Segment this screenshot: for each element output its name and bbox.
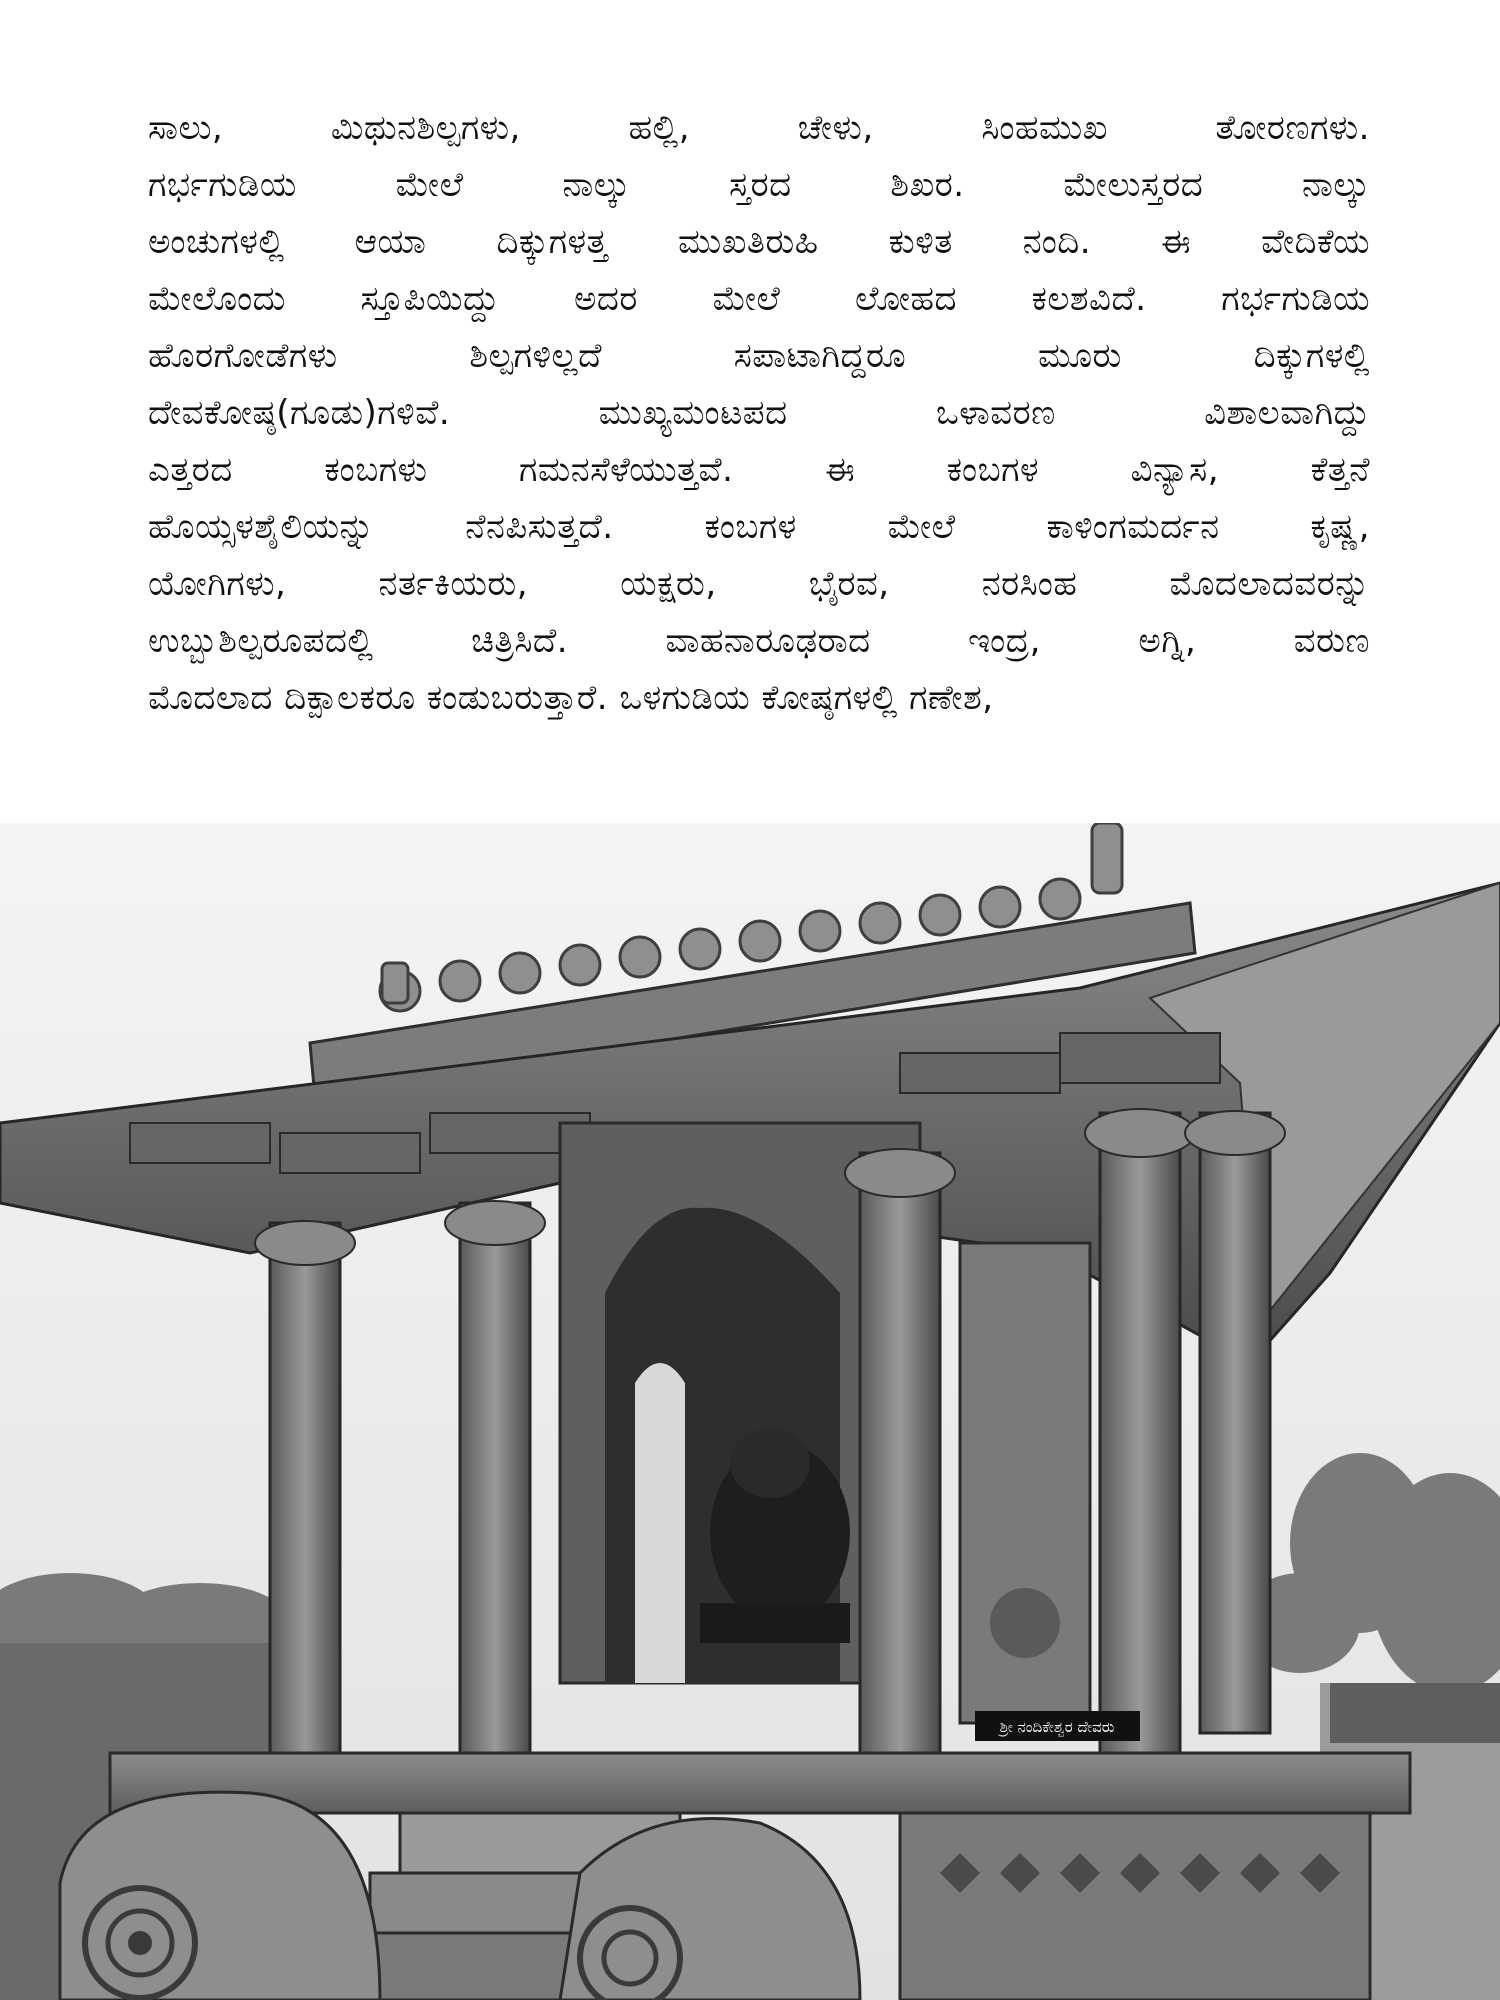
paragraph-line: ಮೇಲೊಂದು ಸ್ತೂಪಿಯಿದ್ದು ಅದರ ಮೇಲೆ ಲೋಹದ ಕಲಶವಿದೆ. ಗರ್ಭಗುಡಿಯ	[148, 279, 1370, 319]
plinth-base	[900, 1813, 1370, 2000]
paragraph-line: ಉಬ್ಬುಶಿಲ್ಪರೂಪದಲ್ಲಿ ಚಿತ್ರಿಸಿದೆ. ವಾಹನಾರೂಢರಾದ ಇಂದ್ರ, ಅಗ್ನಿ, ವರುಣ	[148, 621, 1370, 661]
pillar	[1100, 1113, 1180, 1753]
body-paragraph	[148, 100, 1370, 727]
relief-carving	[990, 1588, 1060, 1658]
paragraph-line: ದೇವಕೋಷ್ಠ(ಗೂಡು)ಗಳಿವೆ. ಮುಖ್ಯಮಂಟಪದ ಒಳಾವರಣ ವಿಶಾಲವಾಗಿದ್ದು	[148, 393, 1370, 433]
pillar	[460, 1203, 530, 1763]
paragraph-line: ಹೊಯ್ಸಳಶೈಲಿಯನ್ನು ನೆನಪಿಸುತ್ತದೆ. ಕಂಬಗಳ ಮೇಲೆ ಕಾಳಿಂಗಮರ್ದನ ಕೃಷ್ಣ,	[148, 507, 1370, 547]
temple-illustration	[0, 823, 1500, 2000]
paragraph-line: ಸಾಲು, ಮಿಥುನಶಿಲ್ಪಗಳು, ಹಲ್ಲಿ, ಚೇಳು, ಸಿಂಹಮುಖ ತೋರಣಗಳು.	[148, 108, 1370, 148]
paragraph-line: ಎತ್ತರದ ಕಂಬಗಳು ಗಮನಸೆಳೆಯುತ್ತವೆ. ಈ ಕಂಬಗಳ ವಿನ್ಯಾಸ, ಕೆತ್ತನೆ	[148, 450, 1370, 490]
paragraph-line: ಗರ್ಭಗುಡಿಯ ಮೇಲೆ ನಾಲ್ಕು ಸ್ತರದ ಶಿಖರ. ಮೇಲುಸ್ತರದ ನಾಲ್ಕು	[148, 165, 1370, 205]
paragraph-line: ಯೋಗಿಗಳು, ನರ್ತಕಿಯರು, ಯಕ್ಷರು, ಭೈರವ, ನರಸಿಂಹ ಮೊದಲಾದವರನ್ನು	[148, 564, 1370, 604]
hedge-right	[1330, 1683, 1500, 1743]
temple-mantapa-photo	[0, 823, 1500, 2000]
paragraph-line: ಹೊರಗೋಡೆಗಳು ಶಿಲ್ಪಗಳಿಲ್ಲದೆ ಸಪಾಟಾಗಿದ್ದರೂ ಮೂರು ದಿಕ್ಕುಗಳಲ್ಲಿ	[148, 336, 1370, 376]
paragraph-line: ಅಂಚುಗಳಲ್ಲಿ ಆಯಾ ದಿಕ್ಕುಗಳತ್ತ ಮುಖತಿರುಹಿ ಕುಳಿತ ನಂದಿ. ಈ ವೇದಿಕೆಯ	[148, 222, 1370, 262]
inner-window	[635, 1363, 685, 1683]
pillar	[270, 1223, 340, 1753]
signboard-text: ಶ್ರೀ ನಂದಿಕೇಶ್ವರ ದೇವರು	[999, 1718, 1115, 1736]
pillar	[1200, 1113, 1270, 1733]
pillar	[860, 1153, 940, 1763]
paragraph-line: ಮೊದಲಾದ ದಿಕ್ಪಾಲಕರೂ ಕಂಡುಬರುತ್ತಾರೆ. ಒಳಗುಡಿಯ ಕೋಷ್ಠಗಳಲ್ಲಿ ಗಣೇಶ,	[148, 678, 994, 718]
plinth-top	[110, 1753, 1410, 1813]
